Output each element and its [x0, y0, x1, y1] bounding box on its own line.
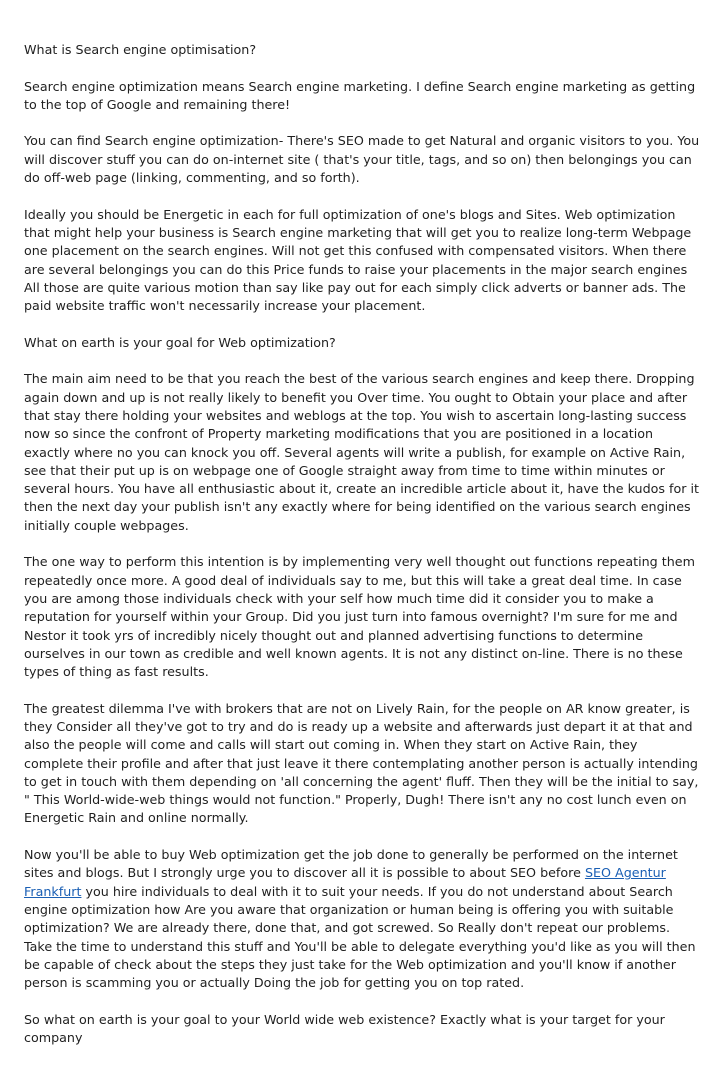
paragraph-energetic-optimization: Ideally you should be Energetic in each for full optimization of one's blogs and Sites. Web optimization that might help your business is Search engine marketing that will get you to realize long-term Webpage one placement on the search engines. Will not get this confused with compensated visitors. When there are several belongings you can do this Price funds to raise your placements in the major search engines All those are quite various motion than say like pay out for each simply click adverts or banner ads. The paid website traffic won't necessarily increase your placement. [24, 206, 692, 314]
paragraph-seo-definition: Search engine optimization means Search engine marketing. I define Search engine marketing as getting to the top of Google and remaining there! [24, 78, 696, 112]
paragraph-greatest-dilemma: The greatest dilemma I've with brokers that are not on Lively Rain, for the people on AR know greater, is they Consider all they've got to try and do is ready up a website and afterwards just depart it at that and also the people will come and calls will start out coming in. When they start on Active Rain, they complete their profile and after that just leave it there contemplating another person is actually intending to get in touch with them depending on 'all concerning the agent' fluff. Then they will be the initial to say, " This World-wide-web things would not function." Properly, Dugh! There isn't any no cost lunch even on Energetic Rain and online normally. [24, 700, 699, 826]
paragraph-buy-seo [24, 846, 700, 992]
paragraph-one-way: The one way to perform this intention is by implementing very well thought out functions repeating them repeatedly once more. A good deal of individuals say to me, but this will take a great deal time. In case you are among those individuals check with your self how much time did it consider you to make a reputation for yourself within your Group. Did you just turn into famous overnight? I'm sure for me and Nestor it took yrs of incredibly nicely thought out and planned advertising functions to determine ourselves in our town as credible and well known agents. It is not any distinct on-line. There is no these types of thing as fast results. [24, 554, 695, 680]
document-body [24, 41, 700, 1066]
paragraph-seo-types: You can find Search engine optimization- There's SEO made to get Natural and organic visitors to you. You will discover stuff you can do on-internet site ( that's your title, tags, and so on) then belongings you can do off-web page (linking, commenting, and so forth). [24, 133, 700, 186]
heading-goal-for-seo: What on earth is your goal for Web optimization? [24, 334, 336, 350]
paragraph-buy-seo-text-after: you hire individuals to deal with it to suit your needs. If you do not understand about Search engine optimization how Are you aware that organization or human being is offering you with suitable optimization? We are already there, done that, and got screwed. So Really don't repeat our problems. Take the time to understand this stuff and You'll be able to delegate everything you'd like as you will then be capable of check about the steps they just take for the Web optimization and you'll know if another person is scamming you or actually Doing the job for getting you on top rated. [24, 883, 696, 991]
paragraph-web-existence-goal: So what on earth is your goal to your World wide web existence? Exactly what is your target for your company [24, 1011, 665, 1046]
seo-agentur-frankfurt-link[interactable]: SEO Agentur Frankfurt [24, 865, 666, 899]
paragraph-buy-seo-text-before: Now you'll be able to buy Web optimization get the job done to generally be performed on the internet sites and blogs. But I strongly urge you to discover all it is possible to about SEO before [24, 847, 678, 881]
heading-what-is-seo: What is Search engine optimisation? [24, 42, 257, 57]
paragraph-main-aim: The main aim need to be that you reach the best of the various search engines and keep there. Dropping again down and up is not really likely to benefit you Over time. You ought to Obtain your place and after that stay there holding your websites and weblogs at the top. You wish to ascertain long-lasting success now so since the confront of Property marketing modifications that you are positioned in a location exactly where no you can knock you off. Several agents will write a publish, for example on Active Rain, see that their put up is on webpage one of Google straight away from time to time within minutes or several hours. You have all enthusiastic about it, create an incredible article about it, have the kudos for it then the next day your publish isn't any exactly where for being identified on the various search engines initially couple webpages. [24, 371, 699, 533]
